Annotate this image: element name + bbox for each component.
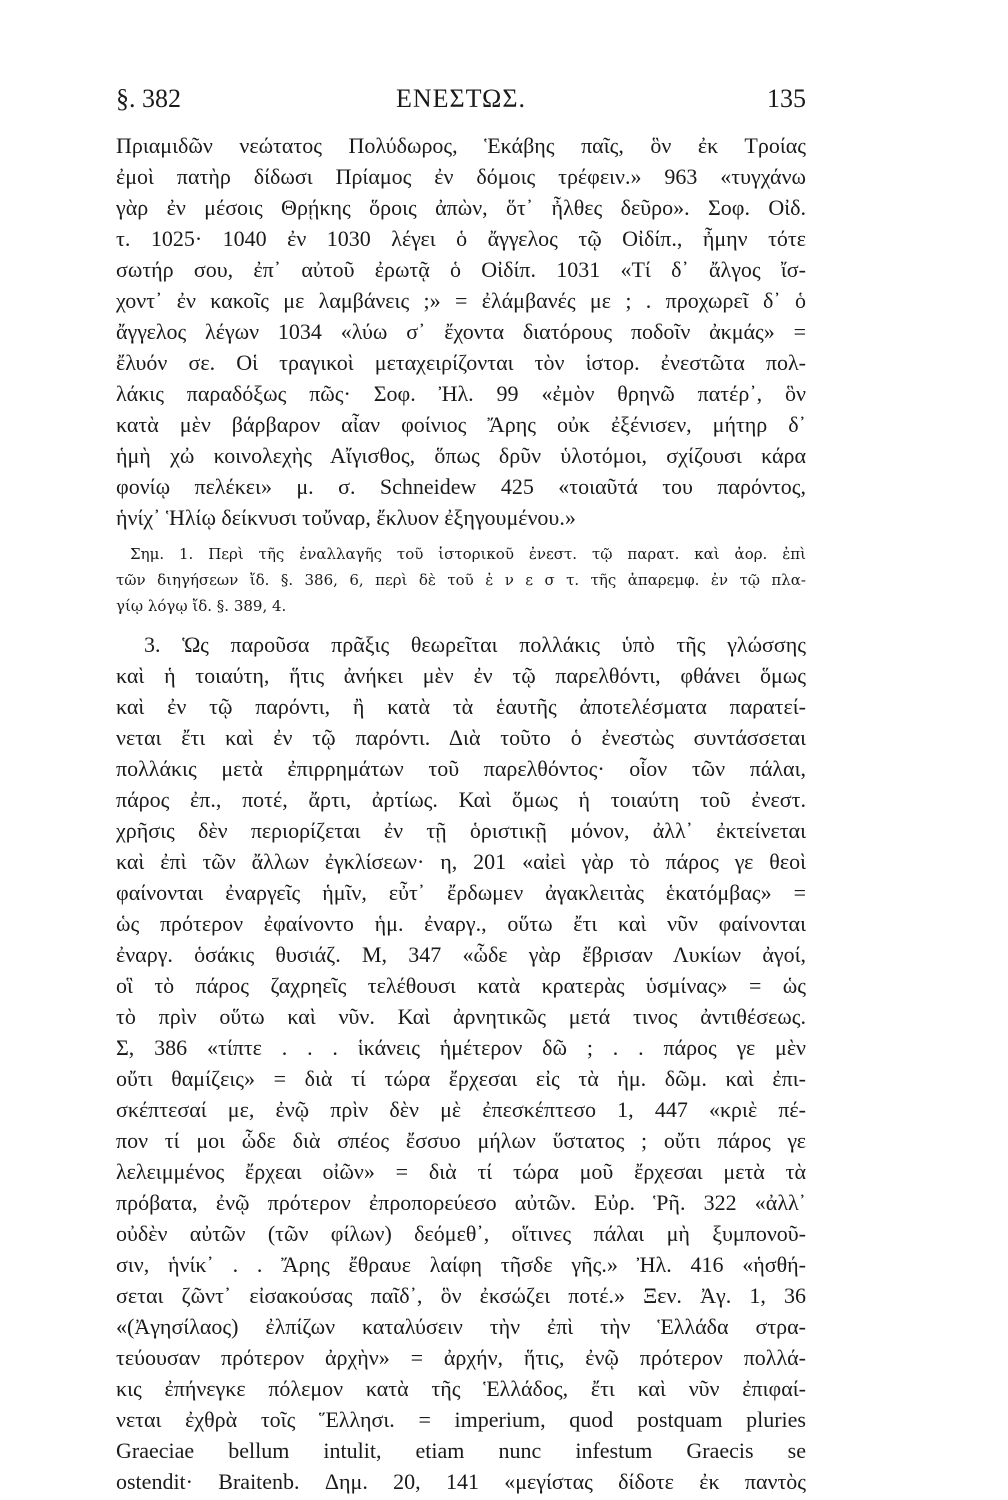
text-line: ἐμοὶ πατὴρ δίδωσι Πρίαμος ἐν δόμοις τρέφειν.» 963 «τυγχάνω <box>116 164 806 189</box>
text-line: φαίνονται ἐναργεῖς ἡμῖν, εὖτ᾽ ἔρδωμεν ἀγακλειτὰς ἑκατόμβας» = <box>116 880 806 905</box>
note-line: Σημ. 1. Περὶ τῆς ἐναλλαγῆς τοῦ ἱστορικοῦ ἐνεστ. τῷ παρατ. καὶ ἀορ. ἐπὶ <box>130 545 806 563</box>
text-line: σεται ζῶντ᾽ εἰσακούσας παῖδ᾽, ὃν ἐκσώζει ποτέ.» Ξεν. Ἀγ. 1, 36 <box>116 1283 806 1308</box>
paragraph-2 <box>116 629 806 1497</box>
text-line: κις ἐπήνεγκε πόλεμον κατὰ τῆς Ἑλλάδος, ἔτι καὶ νῦν ἐπιφαί- <box>116 1376 806 1401</box>
text-line: σκέπτεσαί με, ἐνῷ πρὶν δὲν μὲ ἐπεσκέπτεσο 1, 447 «κριὲ πέ- <box>116 1097 806 1122</box>
text-line: οὐδὲν αὐτῶν (τῶν φίλων) δεόμεθ᾽, οἵτινες πάλαι μὴ ξυμπονοῦ- <box>116 1221 806 1246</box>
page-header <box>116 84 806 124</box>
text-line: λελειμμένος ἔρχεαι οἰῶν» = διὰ τί τώρα μοῦ ἔρχεσαι μετὰ τὰ <box>116 1159 806 1184</box>
text-line: νεται ἐχθρὰ τοῖς Ἕλλησι. = imperium, quod postquam pluries <box>116 1407 806 1432</box>
text-line: γὰρ ἐν μέσοις Θρῄκης ὅροις ἀπὼν, ὅτ᾽ ἦλθες δεῦρο». Σοφ. Οἰδ. <box>116 195 806 220</box>
text-line: νεται ἔτι καὶ ἐν τῷ παρόντι. Διὰ τοῦτο ὁ ἐνεστὼς συντάσσεται <box>116 725 806 750</box>
text-line: τὸ πρὶν οὕτω καὶ νῦν. Καὶ ἀρνητικῶς μετά τινος ἀντιθέσεως. <box>116 1004 806 1029</box>
paragraph-1 <box>116 130 806 533</box>
text-line: ἡνίχ᾽ Ἡλίῳ δείκνυσι τοὔναρ, ἔκλυον ἐξηγουμένου.» <box>116 505 576 530</box>
text-line: τεύουσαν πρότερον ἀρχὴν» = ἀρχήν, ἥτις, ἐνῷ πρότερον πολλά- <box>116 1345 806 1370</box>
text-line: καὶ ἐν τῷ παρόντι, ἢ κατὰ τὰ ἑαυτῆς ἀποτελέσματα παρατεί- <box>116 694 806 719</box>
text-line: πρόβατα, ἐνῷ πρότερον ἐπροπορεύεσο αὐτῶν. Εὐρ. Ῥῆ. 322 «ἀλλ᾽ <box>116 1190 806 1215</box>
page-number: 135 <box>767 84 806 113</box>
text-line: ἐναργ. ὁσάκις θυσιάζ. Μ, 347 «ὧδε γὰρ ἔβρισαν Λυκίων ἀγοί, <box>116 942 806 967</box>
text-line: ἄγγελος λέγων 1034 «λύω σ᾽ ἔχοντα διατόρους ποδοῖν ἀκμάς» = <box>116 319 806 344</box>
text-line: Πριαμιδῶν νεώτατος Πολύδωρος, Ἑκάβης παῖς, ὃν ἐκ Τροίας <box>116 133 806 158</box>
text-line: σωτήρ σου, ἐπ᾽ αὐτοῦ ἐρωτᾷ ὁ Οἰδίπ. 1031 «Τί δ᾽ ἄλγος ἴσ- <box>116 257 806 282</box>
text-line: Graeciae bellum intulit, etiam nunc infestum Graecis se <box>116 1438 806 1463</box>
text-line: ostendit· Braitenb. Δημ. 20, 141 «μεγίστας δίδοτε ἐκ παντὸς <box>116 1469 806 1494</box>
text-line: χρῆσις δὲν περιορίζεται ἐν τῇ ὁριστικῇ μόνον, ἀλλ᾽ ἐκτείνεται <box>116 818 806 843</box>
text-line: σιν, ἡνίκ᾽ . . Ἄρης ἔθραυε λαίφη τῆσδε γῆς.» Ἠλ. 416 «ἡσθή- <box>116 1252 806 1277</box>
text-line: τ. 1025· 1040 ἐν 1030 λέγει ὁ ἄγγελος τῷ Οἰδίπ., ἦμην τότε <box>116 226 806 251</box>
text-line: κατὰ μὲν βάρβαρον αἶαν φοίνιος Ἄρης οὐκ ἐξένισεν, μήτηρ δ᾽ <box>116 412 806 437</box>
text-line: λάκις παραδόξως πῶς· Σοφ. Ἠλ. 99 «ἐμὸν θρηνῶ πατέρ᾽, ὃν <box>116 381 806 406</box>
text-line: οὔτι θαμίζεις» = διὰ τί τώρα ἔρχεσαι εἰς τὰ ἡμ. δῶμ. καὶ ἐπι- <box>116 1066 806 1091</box>
text-line: καὶ ἡ τοιαύτη, ἥτις ἀνήκει μὲν ἐν τῷ παρελθόντι, φθάνει ὅμως <box>116 663 806 688</box>
text-line: καὶ ἐπὶ τῶν ἄλλων ἐγκλίσεων· η, 201 «αἰεὶ γὰρ τὸ πάρος γε θεοὶ <box>116 849 806 874</box>
text-line: πάρος ἐπ., ποτέ, ἄρτι, ἀρτίως. Καὶ ὅμως ἡ τοιαύτη τοῦ ἐνεστ. <box>116 787 806 812</box>
note-line: τῶν διηγήσεων ἴδ. §. 386, 6, περὶ δὲ τοῦ ἐ ν ε σ τ. τῆς ἀπαρεμφ. ἐν τῷ πλα- <box>116 571 806 589</box>
text-line: ἔλυόν σε. Οἱ τραγικοὶ μεταχειρίζονται τὸν ἱστορ. ἐνεστῶτα πολ- <box>116 350 806 375</box>
footnote <box>116 541 806 619</box>
running-title: ΕΝΕΣΤΩΣ. <box>395 84 527 113</box>
text-line: ὡς πρότερον ἐφαίνοντο ἡμ. ἐναργ., οὕτω ἔτι καὶ νῦν φαίνονται <box>116 911 806 936</box>
text-line: φονίῳ πελέκει» μ. σ. Schneidew 425 «τοιαῦτά του παρόντος, <box>116 474 806 499</box>
text-line: «(Ἀγησίλαος) ἐλπίζων καταλύσειν τὴν ἐπὶ τὴν Ἑλλάδα στρα- <box>116 1314 806 1339</box>
section-number: §. 382 <box>116 84 181 113</box>
text-line: πολλάκις μετὰ ἐπιρρημάτων τοῦ παρελθόντος· οἷον τῶν πάλαι, <box>116 756 806 781</box>
text-line: 3. Ὡς παροῦσα πρᾶξις θεωρεῖται πολλάκις ὑπὸ τῆς γλώσσης <box>144 632 806 657</box>
text-line: ἡμὴ χὠ κοινολεχὴς Αἴγισθος, ὅπως δρῦν ὑλοτόμοι, σχίζουσι κάρα <box>116 443 806 468</box>
note-line: γίῳ λόγῳ ἴδ. §. 389, 4. <box>116 597 287 615</box>
text-line: Σ, 386 «τίπτε . . . ἱκάνεις ἡμέτερον δῶ ; . . πάρος γε μὲν <box>116 1035 806 1060</box>
body-text <box>116 130 806 1497</box>
text-line: χοντ᾽ ἐν κακοῖς με λαμβάνεις ;» = ἐλάμβανές με ; . προχωρεῖ δ᾽ ὁ <box>116 288 806 313</box>
text-line: οἳ τὸ πάρος ζαχρηεῖς τελέθουσι κατὰ κρατερὰς ὑσμίνας» = ὡς <box>116 973 806 998</box>
text-line: πον τί μοι ὧδε διὰ σπέος ἔσσυο μήλων ὕστατος ; οὔτι πάρος γε <box>116 1128 806 1153</box>
